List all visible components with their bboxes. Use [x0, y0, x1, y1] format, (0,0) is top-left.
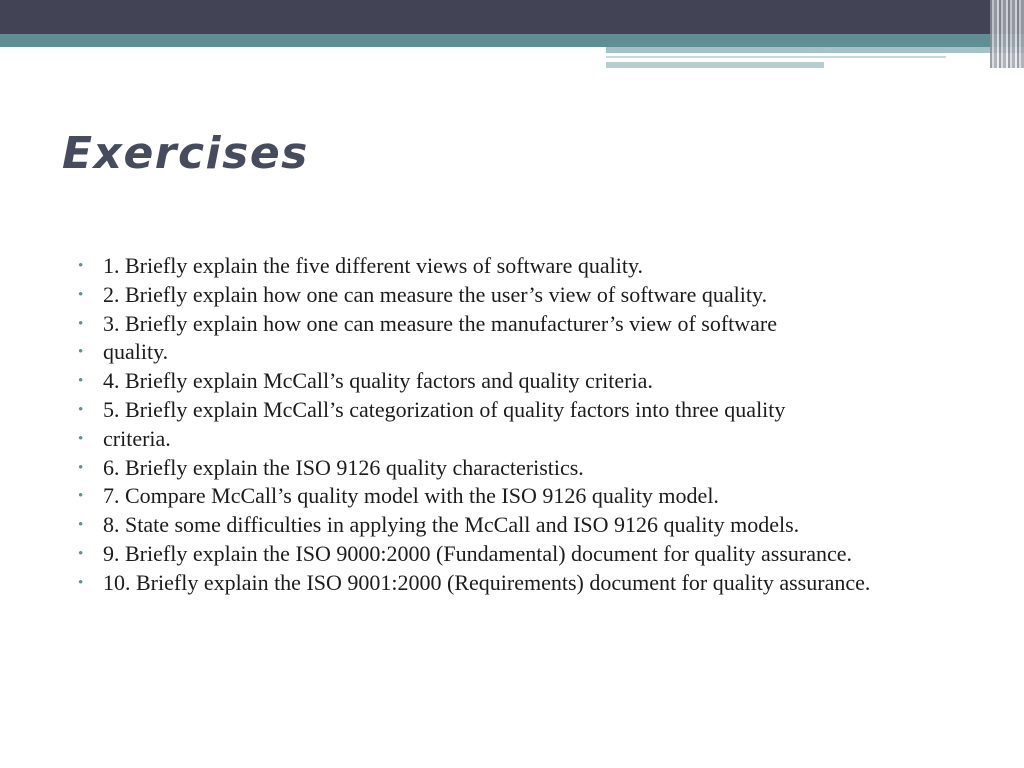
slide-title: Exercises: [62, 128, 309, 179]
list-item-text: 2. Briefly explain how one can measure the user’s view of software quality.: [103, 281, 768, 307]
bullet-icon: •: [78, 315, 84, 332]
bullet-icon: •: [78, 430, 84, 447]
exercise-list: [78, 254, 988, 600]
bullet-icon: •: [78, 258, 84, 274]
list-item: [78, 340, 988, 364]
bullet-icon: •: [78, 401, 84, 418]
bullet-icon: •: [78, 344, 84, 361]
header-band-teal: [0, 34, 1024, 47]
header-band-light: [606, 47, 1024, 53]
list-item: [78, 484, 988, 508]
bullet-icon: •: [78, 459, 84, 476]
bullet-icon: •: [78, 574, 84, 591]
list-item-text: criteria.: [103, 425, 171, 451]
list-item: [78, 254, 988, 278]
list-item: [78, 542, 988, 566]
header-stripes-decoration: [990, 0, 1024, 68]
list-item: [78, 398, 988, 422]
list-item-text: 10. Briefly explain the ISO 9001:2000 (Requirements) document for quality assurance.: [103, 569, 871, 595]
list-item-text: 3. Briefly explain how one can measure the manufacturer’s view of software: [103, 310, 778, 336]
list-item-text: 9. Briefly explain the ISO 9000:2000 (Fundamental) document for quality assurance.: [103, 540, 853, 566]
list-item: [78, 427, 988, 451]
bullet-icon: •: [78, 517, 84, 534]
bullet-icon: •: [78, 286, 84, 303]
list-item: [78, 312, 988, 336]
header-band-dark: [0, 0, 1024, 34]
header-accent-line: [606, 62, 824, 68]
list-item-text: quality.: [103, 339, 169, 365]
list-item: [78, 283, 988, 307]
list-item: [78, 456, 988, 480]
bullet-icon: •: [78, 373, 84, 390]
list-item-text: 5. Briefly explain McCall’s categorization of quality factors into three quality: [103, 396, 786, 422]
header-accent-line: [606, 56, 946, 58]
list-item: [78, 513, 988, 537]
list-item-text: 8. State some difficulties in applying the McCall and ISO 9126 quality models.: [103, 512, 800, 538]
list-item-text: 7. Compare McCall’s quality model with the ISO 9126 quality model.: [103, 483, 719, 509]
list-item-text: 6. Briefly explain the ISO 9126 quality characteristics.: [103, 454, 584, 480]
list-item-text: 4. Briefly explain McCall’s quality factors and quality criteria.: [103, 368, 653, 394]
list-item: [78, 571, 988, 595]
list-item: [78, 369, 988, 393]
list-item-text: 1. Briefly explain the five different views of software quality.: [103, 253, 644, 278]
bullet-icon: •: [78, 488, 84, 505]
bullet-icon: •: [78, 545, 84, 562]
